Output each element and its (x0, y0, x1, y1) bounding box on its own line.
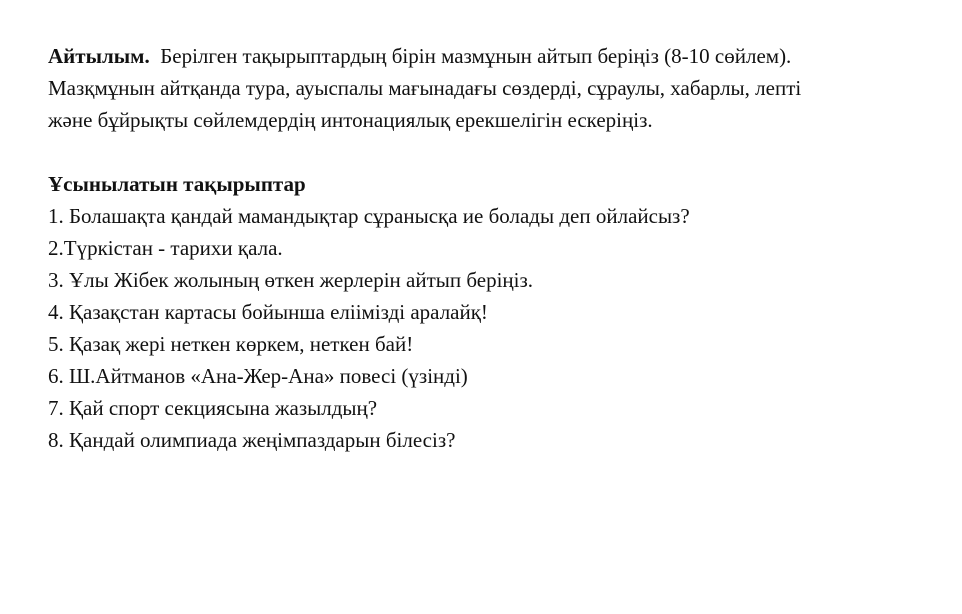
topic-item-7: 7. Қай спорт секциясына жазылдың? (48, 396, 378, 420)
topic-item-3: 3. Ұлы Жібек жолының өткен жерлерін айтып беріңіз. (48, 268, 534, 292)
topic-item-1: 1. Болашақта қандай мамандықтар сұранысқа ие болады деп ойлайсыз? (48, 204, 690, 228)
document-body (48, 40, 928, 456)
task-title: Айтылым. (48, 44, 150, 68)
topic-item-5: 5. Қазақ жері неткен көркем, неткен бай! (48, 332, 414, 356)
topics-heading: Ұсынылатын тақырыптар (48, 172, 306, 196)
topic-item-8: 8. Қандай олимпиада жеңімпаздарын білесіз? (48, 428, 456, 452)
task-text-2: Мазқмұнын айтқанда тура, ауыспалы мағынадағы сөздерді, сұраулы, хабарлы, лепті (48, 76, 802, 100)
task-text-1: Берілген тақырыптардың бірін мазмұнын айтып беріңіз (8-10 сөйлем). (160, 44, 792, 68)
topic-item-2: 2.Түркістан - тарихи қала. (48, 236, 283, 260)
topic-item-4: 4. Қазақстан картасы бойынша еліімізді аралайқ! (48, 300, 488, 324)
task-line-1 (48, 40, 928, 72)
task-text-3: және бұйрықты сөйлемдердің интонациялық ерекшелігін ескеріңіз. (48, 108, 653, 132)
paragraph-gap (48, 136, 928, 168)
topic-item-6: 6. Ш.Айтманов «Ана-Жер-Ана» повесі (үзінді) (48, 364, 468, 388)
